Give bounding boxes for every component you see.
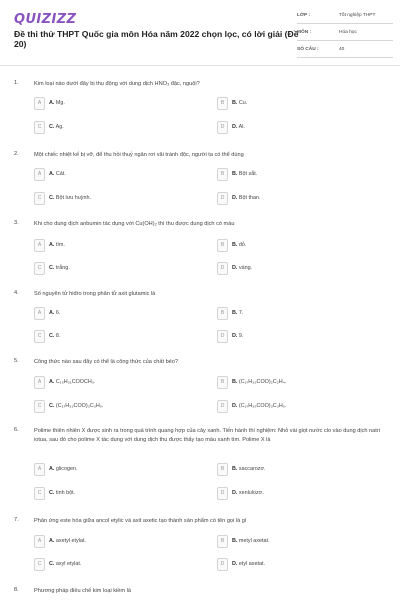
- option-c[interactable]: [34, 262, 198, 276]
- option-key: D.: [232, 333, 238, 339]
- option-badge: A: [34, 463, 45, 476]
- option-text: xenlulozơ.: [238, 490, 264, 496]
- option-badge: A: [34, 307, 45, 320]
- option-text: etyl axetat.: [238, 561, 265, 567]
- option-b[interactable]: [217, 376, 381, 390]
- question-number: 2.: [14, 151, 19, 157]
- option-key: C.: [49, 265, 55, 271]
- option-key: B.: [232, 100, 238, 106]
- option-d[interactable]: [217, 330, 381, 344]
- option-badge: B: [217, 463, 228, 476]
- option-badge: D: [217, 192, 228, 205]
- question-number: 5.: [14, 358, 19, 364]
- option-key: C.: [49, 403, 55, 409]
- meta-value: Hóa học: [339, 30, 357, 35]
- option-badge: A: [34, 239, 45, 252]
- option-key: B.: [232, 538, 238, 544]
- option-badge: C: [34, 400, 45, 413]
- question-text: Phản ứng este hóa giữa ancol etylic và axit axetic tạo thành sản phẩm có tên gọi là gì: [34, 518, 247, 524]
- option-key: A.: [49, 310, 55, 316]
- option-b[interactable]: [217, 168, 381, 182]
- header-divider: [0, 65, 400, 66]
- option-a[interactable]: [34, 535, 198, 549]
- option-text: tím.: [55, 242, 65, 248]
- option-badge: B: [217, 307, 228, 320]
- option-text: trắng.: [55, 265, 70, 271]
- option-text: Bột than.: [238, 195, 261, 201]
- option-key: A.: [49, 242, 55, 248]
- question-text: Một chiếc nhiệt kế bị vỡ, để thu hồi thuỷ ngân rơi vãi tránh độc, người ta có thể dùng: [34, 152, 244, 158]
- option-text: axetyl etylat.: [55, 538, 86, 544]
- question-text: Polime thiên nhiên X được sinh ra trong quá trình quang hợp của cây xanh. Tiến hành thí nghiệm: Nhỏ vài giọt nước clo vào dung dịch natri iotua, sau đó cho polime X tác dụng với dung dịch thu được thấy tạo màu xanh tím. Polime X là: [34, 428, 380, 443]
- option-c[interactable]: [34, 400, 198, 414]
- meta-row-subject: [297, 27, 393, 41]
- option-key: B.: [232, 310, 238, 316]
- option-d[interactable]: [217, 192, 381, 206]
- option-d[interactable]: [217, 558, 381, 572]
- option-key: D.: [232, 265, 238, 271]
- option-badge: C: [34, 121, 45, 134]
- option-d[interactable]: [217, 400, 381, 414]
- option-text: Bột lưu huỳnh.: [55, 195, 91, 201]
- question-text: Khi cho dung dịch anbumin tác dụng với Cu(OH)₂ thì thu được dung dịch có màu: [34, 221, 235, 227]
- option-a[interactable]: [34, 97, 198, 111]
- option-b[interactable]: [217, 239, 381, 253]
- option-badge: D: [217, 262, 228, 275]
- option-badge: C: [34, 262, 45, 275]
- option-badge: B: [217, 376, 228, 389]
- option-text: (C₁₇H₃₅COO)₃C₃H₅.: [238, 403, 287, 409]
- option-badge: D: [217, 330, 228, 343]
- option-key: B.: [232, 242, 238, 248]
- option-badge: B: [217, 535, 228, 548]
- option-text: 7.: [238, 310, 244, 316]
- option-text: C₁₅H₃₁COOCH₃.: [55, 379, 96, 385]
- option-key: C.: [49, 124, 55, 130]
- option-b[interactable]: [217, 97, 381, 111]
- option-text: Cát.: [55, 171, 66, 177]
- option-text: axyl etylat.: [55, 561, 82, 567]
- option-key: C.: [49, 490, 55, 496]
- option-text: 6.: [55, 310, 61, 316]
- option-a[interactable]: [34, 307, 198, 321]
- meta-value: Tốt nghiệp THPT: [339, 13, 376, 18]
- option-badge: A: [34, 97, 45, 110]
- option-badge: C: [34, 330, 45, 343]
- option-badge: D: [217, 487, 228, 500]
- option-badge: C: [34, 192, 45, 205]
- option-key: D.: [232, 561, 238, 567]
- meta-row-class: [297, 10, 393, 24]
- option-text: saccarozơ.: [238, 466, 266, 472]
- question-number: 6.: [14, 427, 19, 433]
- option-key: B.: [232, 379, 238, 385]
- quizizz-logo: QUIZIZZ: [14, 12, 77, 27]
- option-c[interactable]: [34, 487, 198, 501]
- question-number: 4.: [14, 290, 19, 296]
- option-badge: D: [217, 400, 228, 413]
- option-key: A.: [49, 538, 55, 544]
- option-key: A.: [49, 466, 55, 472]
- option-text: 9.: [238, 333, 244, 339]
- option-badge: D: [217, 121, 228, 134]
- option-key: B.: [232, 466, 238, 472]
- worksheet-title: Đề thi thử THPT Quốc gia môn Hóa năm 2022 chọn lọc, có lời giải (Đề 20): [14, 29, 299, 49]
- option-key: D.: [232, 403, 238, 409]
- option-badge: B: [217, 239, 228, 252]
- option-text: Mg.: [55, 100, 65, 106]
- option-b[interactable]: [217, 307, 381, 321]
- option-c[interactable]: [34, 192, 198, 206]
- option-d[interactable]: [217, 262, 381, 276]
- option-d[interactable]: [217, 121, 381, 135]
- option-b[interactable]: [217, 535, 381, 549]
- option-c[interactable]: [34, 121, 198, 135]
- meta-row-count: [297, 44, 393, 58]
- option-text: Ag.: [55, 124, 64, 130]
- option-key: A.: [49, 379, 55, 385]
- option-key: A.: [49, 171, 55, 177]
- option-key: C.: [49, 333, 55, 339]
- option-key: C.: [49, 195, 55, 201]
- meta-label: SỐ CÂU :: [297, 47, 319, 52]
- option-a[interactable]: [34, 239, 198, 253]
- option-key: A.: [49, 100, 55, 106]
- option-d[interactable]: [217, 487, 381, 501]
- option-key: D.: [232, 195, 238, 201]
- option-text: metyl axetat.: [238, 538, 270, 544]
- option-text: Bột sắt.: [238, 171, 258, 177]
- option-text: (C₁₇H₃₃COO)₃C₃H₅.: [55, 403, 104, 409]
- option-key: D.: [232, 124, 238, 130]
- question-number: 8.: [14, 587, 19, 593]
- option-text: 8.: [55, 333, 61, 339]
- option-badge: C: [34, 558, 45, 571]
- question-text: Kim loại nào dưới đây bị thụ động với dung dịch HNO₃ đặc, nguội?: [34, 81, 200, 87]
- option-key: C.: [49, 561, 55, 567]
- option-a[interactable]: [34, 463, 198, 477]
- option-text: đỏ.: [238, 242, 247, 248]
- option-c[interactable]: [34, 558, 198, 572]
- question-number: 3.: [14, 220, 19, 226]
- option-key: D.: [232, 490, 238, 496]
- option-a[interactable]: [34, 168, 198, 182]
- worksheet-header: [0, 0, 400, 62]
- option-c[interactable]: [34, 330, 198, 344]
- meta-label: MÔN :: [297, 30, 312, 35]
- question-number: 1.: [14, 80, 19, 86]
- option-badge: B: [217, 168, 228, 181]
- worksheet-meta: [297, 10, 393, 61]
- question-text: Công thức nào sau đây có thể là công thức của chất béo?: [34, 359, 179, 365]
- question-text: Số nguyên tử hiđro trong phân tử axit glutamic là: [34, 291, 156, 297]
- option-badge: B: [217, 97, 228, 110]
- option-b[interactable]: [217, 463, 381, 477]
- meta-label: LỚP :: [297, 13, 311, 18]
- option-text: Al.: [238, 124, 245, 130]
- option-text: glicogen.: [55, 466, 78, 472]
- option-badge: C: [34, 487, 45, 500]
- option-badge: D: [217, 558, 228, 571]
- option-text: tinh bột.: [55, 490, 76, 496]
- option-text: (C₁₇H₃₃COO)₂C₂H₄.: [238, 379, 287, 385]
- option-text: Cu.: [238, 100, 248, 106]
- meta-value: 40: [339, 47, 345, 52]
- option-badge: A: [34, 535, 45, 548]
- option-badge: A: [34, 168, 45, 181]
- question-text: Phương pháp điều chế kim loại kiềm là: [34, 588, 131, 594]
- option-a[interactable]: [34, 376, 198, 390]
- option-key: B.: [232, 171, 238, 177]
- option-text: vàng.: [238, 265, 253, 271]
- question-number: 7.: [14, 517, 19, 523]
- option-badge: A: [34, 376, 45, 389]
